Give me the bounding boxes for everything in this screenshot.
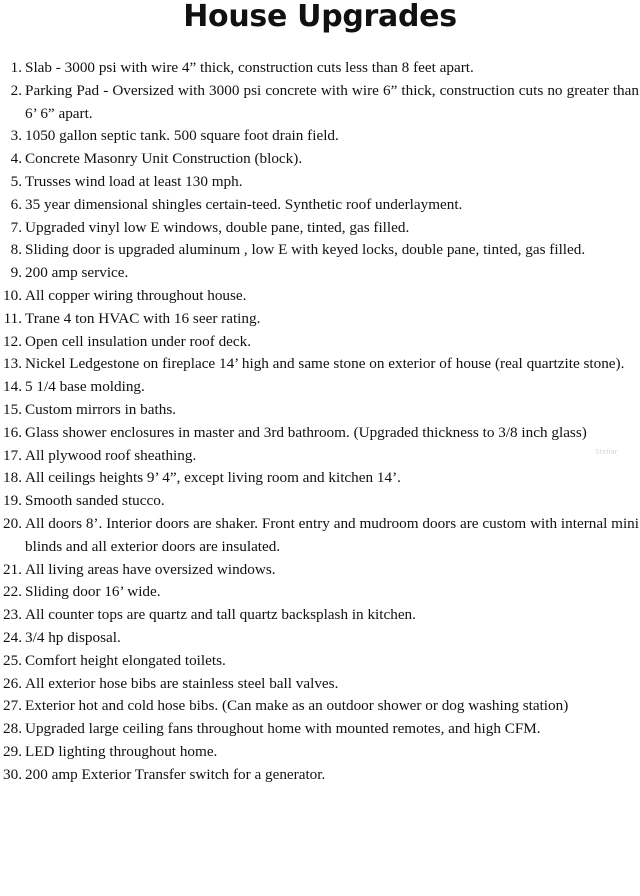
list-item xyxy=(0,148,640,171)
list-item xyxy=(0,764,640,787)
list-item xyxy=(0,171,640,194)
list-item xyxy=(0,741,640,764)
list-item-text: Nickel Ledgestone on fireplace 14’ high and same stone on exterior of house (real quartzite stone). xyxy=(25,355,625,373)
list-item-text: Custom mirrors in baths. xyxy=(25,400,177,418)
list-item xyxy=(0,559,640,582)
list-item-text: 200 amp Exterior Transfer switch for a generator. xyxy=(25,765,326,783)
list-item-text: All plywood roof sheathing. xyxy=(25,446,197,464)
watermark: Stellar xyxy=(595,448,618,456)
list-item-text: Smooth sanded stucco. xyxy=(25,492,165,510)
list-item-text: Sliding door 16’ wide. xyxy=(25,583,161,601)
list-item-number: 11. xyxy=(3,309,22,327)
list-item xyxy=(0,513,640,559)
list-item xyxy=(0,627,640,650)
list-item-number: 30. xyxy=(3,765,22,783)
list-item xyxy=(0,57,640,80)
list-item xyxy=(0,308,640,331)
list-item-number: 2. xyxy=(10,81,22,99)
list-item xyxy=(0,467,640,490)
list-item-text: Concrete Masonry Unit Construction (block). xyxy=(25,150,303,168)
list-item-text: Open cell insulation under roof deck. xyxy=(25,332,252,350)
list-item xyxy=(0,285,640,308)
list-item-number: 10. xyxy=(3,286,22,304)
list-item-text: All exterior hose bibs are stainless steel ball valves. xyxy=(25,674,339,692)
list-item xyxy=(0,718,640,741)
list-item-text: 5 1/4 base molding. xyxy=(25,378,145,396)
upgrade-list xyxy=(0,57,640,787)
list-item-number: 3. xyxy=(10,127,22,145)
list-item xyxy=(0,695,640,718)
list-item-text: 1050 gallon septic tank. 500 square foot drain field. xyxy=(25,127,339,145)
list-item xyxy=(0,194,640,217)
list-item xyxy=(0,490,640,513)
list-item xyxy=(0,125,640,148)
list-item-number: 17. xyxy=(3,446,22,464)
list-item-number: 1. xyxy=(10,59,22,76)
list-item xyxy=(0,262,640,285)
list-item-text: 3/4 hp disposal. xyxy=(25,628,121,646)
list-item-text: All copper wiring throughout house. xyxy=(25,286,247,304)
list-item-text: Slab - 3000 psi with wire 4” thick, construction cuts less than 8 feet apart. xyxy=(25,59,474,76)
list-item-number: 4. xyxy=(10,150,22,168)
list-item xyxy=(0,604,640,627)
list-item-number: 20. xyxy=(3,514,22,532)
list-item-text: Parking Pad - Oversized with 3000 psi concrete with wire 6” thick, construction cuts no greater than 6’ 6” apart. xyxy=(25,81,639,122)
list-item-text: All doors 8’. Interior doors are shaker. Front entry and mudroom doors are custom with internal mini blinds and all exterior doors are insulated. xyxy=(25,514,639,555)
page-title: House Upgrades xyxy=(183,0,457,34)
list-item xyxy=(0,581,640,604)
list-item xyxy=(0,376,640,399)
list-item xyxy=(0,673,640,696)
list-item xyxy=(0,650,640,673)
list-item-number: 14. xyxy=(3,378,22,396)
list-item xyxy=(0,422,640,445)
list-item-number: 6. xyxy=(10,195,22,213)
list-item-number: 18. xyxy=(3,469,22,487)
list-item-number: 8. xyxy=(10,241,22,259)
list-item-number: 27. xyxy=(3,697,22,715)
list-item-number: 9. xyxy=(10,264,22,282)
list-item xyxy=(0,239,640,262)
list-item-number: 28. xyxy=(3,720,22,738)
list-item-number: 26. xyxy=(3,674,22,692)
list-item-number: 16. xyxy=(3,423,22,441)
list-item-number: 21. xyxy=(3,560,22,578)
list-item-number: 15. xyxy=(3,400,22,418)
list-item-number: 29. xyxy=(3,742,22,760)
list-item-text: 200 amp service. xyxy=(25,264,129,282)
list-item-text: Upgraded large ceiling fans throughout home with mounted remotes, and high CFM. xyxy=(25,720,541,738)
list-item-text: All ceilings heights 9’ 4”, except living room and kitchen 14’. xyxy=(25,469,401,487)
list-item-number: 13. xyxy=(3,355,22,373)
list-item xyxy=(0,331,640,354)
list-item-number: 24. xyxy=(3,628,22,646)
list-item-text: Trusses wind load at least 130 mph. xyxy=(25,172,243,190)
list-item xyxy=(0,445,640,468)
list-item-number: 7. xyxy=(10,218,22,236)
list-item-number: 25. xyxy=(3,651,22,669)
list-item-number: 12. xyxy=(3,332,22,350)
list-item-number: 5. xyxy=(10,172,22,190)
list-item-text: All living areas have oversized windows. xyxy=(25,560,276,578)
list-item xyxy=(0,80,640,126)
list-item-text: Upgraded vinyl low E windows, double pane, tinted, gas filled. xyxy=(25,218,410,236)
list-item-text: Sliding door is upgraded aluminum , low E with keyed locks, double pane, tinted, gas filled. xyxy=(25,241,586,259)
list-item xyxy=(0,217,640,240)
list-item xyxy=(0,399,640,422)
list-item-number: 19. xyxy=(3,492,22,510)
list-item-text: Trane 4 ton HVAC with 16 seer rating. xyxy=(25,309,261,327)
list-item-number: 23. xyxy=(3,606,22,624)
list-item-text: All counter tops are quartz and tall quartz backsplash in kitchen. xyxy=(25,606,416,624)
list-item-text: Exterior hot and cold hose bibs. (Can make as an outdoor shower or dog washing station) xyxy=(25,697,569,715)
list-item-text: 35 year dimensional shingles certain-teed. Synthetic roof underlayment. xyxy=(25,195,463,213)
list-item-number: 22. xyxy=(3,583,22,601)
list-item xyxy=(0,353,640,376)
list-item-text: LED lighting throughout home. xyxy=(25,742,218,760)
list-item-text: Comfort height elongated toilets. xyxy=(25,651,226,669)
list-item-text: Glass shower enclosures in master and 3rd bathroom. (Upgraded thickness to 3/8 inch glass) xyxy=(25,423,587,441)
